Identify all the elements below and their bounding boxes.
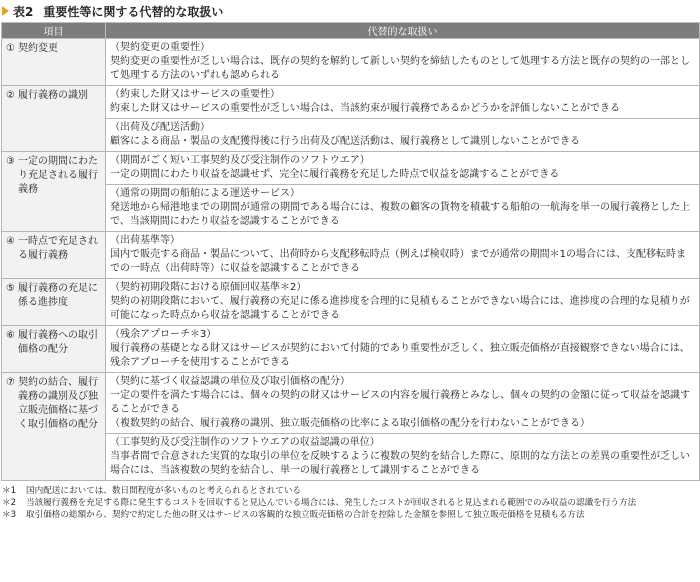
row-number: ① [6, 43, 15, 54]
table-title-text: 重要性等に関する代替的な取扱い [43, 4, 224, 19]
treatment-heading: （工事契約及び受注制作のソフトウエアの収益認識の単位） [110, 437, 380, 448]
row-item-label: 一時点で充足される履行義務 [17, 236, 98, 261]
treatment-heading: （出荷基準等） [110, 235, 180, 246]
row-item-label: 履行義務の識別 [17, 90, 88, 101]
treatment-heading: （期間がごく短い工事契約及び受注制作のソフトウエア） [110, 155, 370, 166]
treatment-heading: （残余アプローチ＊3） [110, 329, 217, 340]
treatment-body: 当事者間で合意された実質的な取引の単位を反映するように複数の契約を結合した際に、原則的な方法との差異の重要性が乏しい場合には、当該複数の契約を結合し、単一の履行義務として識別することができる [110, 451, 690, 476]
row-item-cell [2, 152, 106, 232]
treatment-body: 顧客による商品・製品の支配獲得後に行う出荷及び配送活動は、履行義務として識別しないことができる [110, 136, 580, 147]
row-number: ③ [6, 156, 15, 167]
treatment-block [106, 326, 699, 372]
table-row [2, 232, 700, 279]
row-item-cell [2, 279, 106, 326]
table-row [2, 86, 700, 152]
row-number: ④ [6, 236, 15, 247]
row-item-cell [2, 326, 106, 373]
treatment-heading: （契約変更の重要性） [110, 42, 210, 53]
row-item-cell [2, 373, 106, 481]
row-item-label: 契約の結合、履行義務の識別及び独立販売価格に基づく取引価格の配分 [17, 377, 98, 430]
row-item-cell [2, 39, 106, 86]
treatment-body: 約束した財又はサービスの重要性が乏しい場合は、当該約束が履行義務であるかどうかを評価しないことができる [110, 103, 620, 114]
treatment-body: 契約の初期段階において、履行義務の充足に係る進捗度を合理的に見積もることができない場合には、進捗度の合理的な見積りが可能になった時点から収益を認識することができる [110, 296, 690, 321]
footnote-text: 国内配送においては、数日間程度が多いものと考えられるとされている [26, 486, 302, 496]
table-header-row [2, 23, 700, 39]
treatment-block [106, 39, 699, 85]
footnote-mark: ＊2 [2, 498, 17, 508]
treatment-block [106, 86, 699, 118]
treatment-body: 発送地から帰港地までの期間が通常の期間である場合には、複数の顧客の貨物を積載する船舶の一航海を単一の履行義務とした上で、当該期間にわたり収益を認識することができる [110, 202, 690, 227]
table-row [2, 152, 700, 232]
table-number: 表2 [13, 4, 34, 19]
treatment-heading: （出荷及び配送活動） [110, 122, 210, 133]
header-item: 項目 [2, 23, 106, 39]
treatment-heading: （契約に基づく収益認識の単位及び取引価格の配分） [110, 376, 350, 387]
row-item-cell [2, 232, 106, 279]
triangle-bullet-icon [2, 6, 9, 16]
footnote-mark: ＊1 [2, 486, 17, 496]
treatment-block [106, 118, 699, 151]
footnote-text: 当該履行義務を充足する際に発生するコストを回収すると見込んでいる場合には、発生したコストが回収されると見込まれる範囲でのみ収益の認識を行う方法 [26, 498, 637, 508]
footnote [2, 509, 700, 521]
treatment-body: 一定の要件を満たす場合には、個々の契約の財又はサービスの内容を履行義務とみなし、個々の契約の金額に従って収益を認識することができる （複数契約の結合、履行義務の識別、独立販売価格の比率による取引価格の配分を行わないことができる） [110, 390, 690, 429]
row-treatment-cell [106, 152, 700, 232]
treatment-body: 一定の期間にわたり収益を認識せず、完全に履行義務を充足した時点で収益を認識することができる [110, 169, 560, 180]
table-row [2, 326, 700, 373]
treatment-block [106, 279, 699, 325]
row-treatment-cell [106, 279, 700, 326]
footnote-text: 取引価格の総額から、契約で約定した他の財又はサービスの客観的な独立販売価格の合計を控除した金額を参照して独立販売価格を見積もる方法 [26, 510, 585, 520]
row-number: ⑤ [6, 283, 15, 294]
row-number: ② [6, 90, 15, 101]
table-row [2, 39, 700, 86]
alternative-treatment-table [1, 22, 700, 481]
treatment-heading: （契約初期段階における原価回収基準＊2） [110, 282, 307, 293]
header-treatment: 代替的な取扱い [106, 23, 700, 39]
table-row [2, 279, 700, 326]
footnote [2, 485, 700, 497]
footnotes [0, 485, 700, 521]
row-item-cell [2, 86, 106, 152]
row-treatment-cell [106, 373, 700, 481]
row-item-label: 契約変更 [17, 43, 58, 54]
treatment-block [106, 152, 699, 184]
footnote [2, 497, 700, 509]
table-row [2, 373, 700, 481]
treatment-heading: （約束した財又はサービスの重要性） [110, 89, 280, 100]
row-treatment-cell [106, 86, 700, 152]
treatment-block [106, 433, 699, 480]
row-treatment-cell [106, 232, 700, 279]
treatment-block [106, 232, 699, 278]
row-treatment-cell [106, 39, 700, 86]
treatment-block [106, 184, 699, 231]
treatment-body: 国内で販売する商品・製品について、出荷時から支配移転時点（例えば検収時）までが通常の期間＊1の場合には、支配移転時までの一時点（出荷時等）に収益を認識することができる [110, 249, 686, 274]
treatment-body: 履行義務の基礎となる財又はサービスが契約において付随的であり重要性が乏しく、独立販売価格が直接観察できない場合には、残余アプローチを使用することができる [110, 343, 690, 368]
row-item-label: 履行義務への取引価格の配分 [17, 330, 98, 355]
row-item-label: 履行義務の充足に係る進捗度 [17, 283, 98, 308]
row-number: ⑦ [6, 377, 15, 388]
treatment-block [106, 373, 699, 433]
row-treatment-cell [106, 326, 700, 373]
footnote-mark: ＊3 [2, 510, 17, 520]
treatment-body: 契約変更の重要性が乏しい場合は、既存の契約を解約して新しい契約を締結したものとして処理する方法と既存の契約の一部として処理する方法のいずれも認められる [110, 56, 690, 81]
row-number: ⑥ [6, 330, 15, 341]
row-item-label: 一定の期間にわたり充足される履行義務 [17, 156, 98, 195]
table-title [0, 0, 700, 22]
treatment-heading: （通常の期間の船舶による運送サービス） [110, 188, 300, 199]
